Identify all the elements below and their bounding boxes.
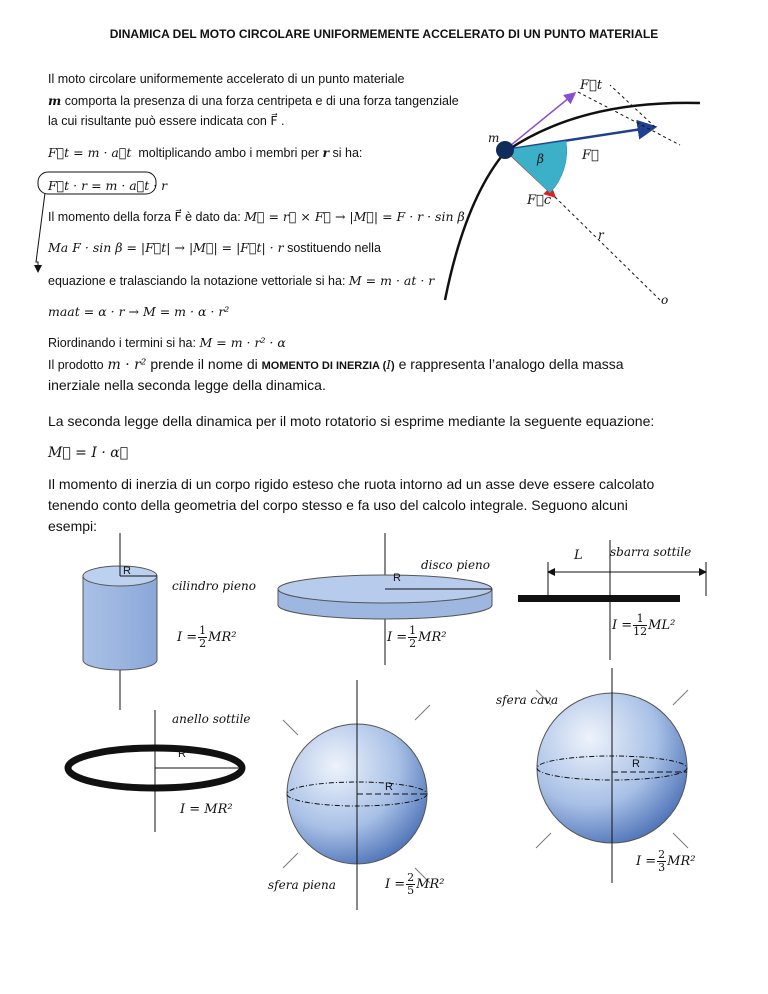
hollow-sphere-r-label: R <box>632 758 640 770</box>
label-o: o <box>661 293 669 307</box>
page-title: DINAMICA DEL MOTO CIRCOLARE UNIFORMEMENTE ACCELERATO DI UN PUNTO MATERIALE <box>109 27 659 41</box>
label-fc: F⃗c <box>527 193 552 208</box>
equation-alpha: maat = α · r → M = m · α · r² <box>48 304 230 319</box>
paragraph-second-law: La seconda legge della dinamica per il moto rotatorio si esprime mediante la seguente equazione: <box>48 413 655 429</box>
ring-name: anello sottile <box>172 712 251 726</box>
label-r: r <box>598 228 604 242</box>
rod-name: sbarra sottile <box>610 545 692 559</box>
equation-ft: F⃗t = m · a⃗t moltiplicando ambo i membri per r si ha: <box>48 145 363 160</box>
paragraph-rigid-body-1: Il momento di inerzia di un corpo rigido esteso che ruota intorno ad un asse deve essere calcolato <box>48 476 655 492</box>
angle-beta <box>505 141 567 193</box>
equation-reordered: Riordinando i termini si ha: M = m · r² · α <box>48 335 286 350</box>
equation-substitution: equazione e tralasciando la notazione vettoriale si ha: M = m · at · r <box>48 273 435 288</box>
equation-boxed: F⃗t · r = m · a⃗t · r <box>48 178 168 193</box>
solid-sphere-formula: I = $\frac{2}{5}$ MR² <box>385 871 445 897</box>
label-f: F⃗ <box>582 148 599 163</box>
cylinder-r-label: R <box>123 565 131 577</box>
paragraph-rigid-body-2: tenendo conto della geometria del corpo stesso e fa uso del calcolo integrale. Seguono alcuni <box>48 497 628 513</box>
label-ft: F⃗t <box>580 78 603 93</box>
label-m: m <box>488 131 500 145</box>
rod <box>518 595 680 602</box>
intro-line-2: m comporta la presenza di una forza centripeta e di una forza tangenziale <box>48 93 459 108</box>
equation-moment: Il momento della forza F⃗ è dato da: M⃗ = r⃗ × F⃗ → |M⃗| = F · r · sin β <box>48 209 465 224</box>
ring-formula: I = MR² <box>180 802 233 817</box>
disk-name: disco pieno <box>421 558 491 572</box>
disk-r-label: R <box>393 572 401 584</box>
intro-line-1: Il moto circolare uniformemente accelerato di un punto materiale <box>48 72 405 86</box>
hollow-sphere-name: sfera cava <box>496 693 559 707</box>
paragraph-rigid-body-3: esempi: <box>48 518 98 534</box>
hollow-sphere-formula: I = $\frac{2}{3}$ MR² <box>636 848 696 874</box>
solid-sphere-name: sfera piena <box>268 878 336 892</box>
boxed-equation-outline <box>38 172 156 194</box>
paragraph-inertia-line-2: inerziale nella seconda legge della dinamica. <box>48 377 326 393</box>
rod-l-label: L <box>574 548 583 563</box>
rod-formula: I = $\frac{1}{12}$ ML² <box>612 612 676 638</box>
solid-sphere-r-label: R <box>385 781 393 793</box>
cylinder-formula: I = $\frac{1}{2}$ MR² <box>177 624 237 650</box>
ring-r-label: R <box>178 748 186 760</box>
equation-sin: Ma F · sin β = |F⃗t| → |M⃗| = |F⃗t| · r sostituendo nella <box>48 240 381 255</box>
intro-line-3: la cui risultante può essere indicata con F⃗ . <box>48 114 285 128</box>
equation-second-law-rotation: M⃗ = I · α⃗ <box>48 445 129 461</box>
circular-trajectory <box>445 103 700 300</box>
label-beta: β <box>537 152 544 166</box>
paragraph-inertia: Il prodotto m · r² prende il nome di MOMENTO DI INERZIA (I) e rappresenta l’analogo della massa <box>48 356 624 373</box>
cylinder-name: cilindro pieno <box>172 579 256 593</box>
disk-formula: I = $\frac{1}{2}$ MR² <box>387 624 447 650</box>
